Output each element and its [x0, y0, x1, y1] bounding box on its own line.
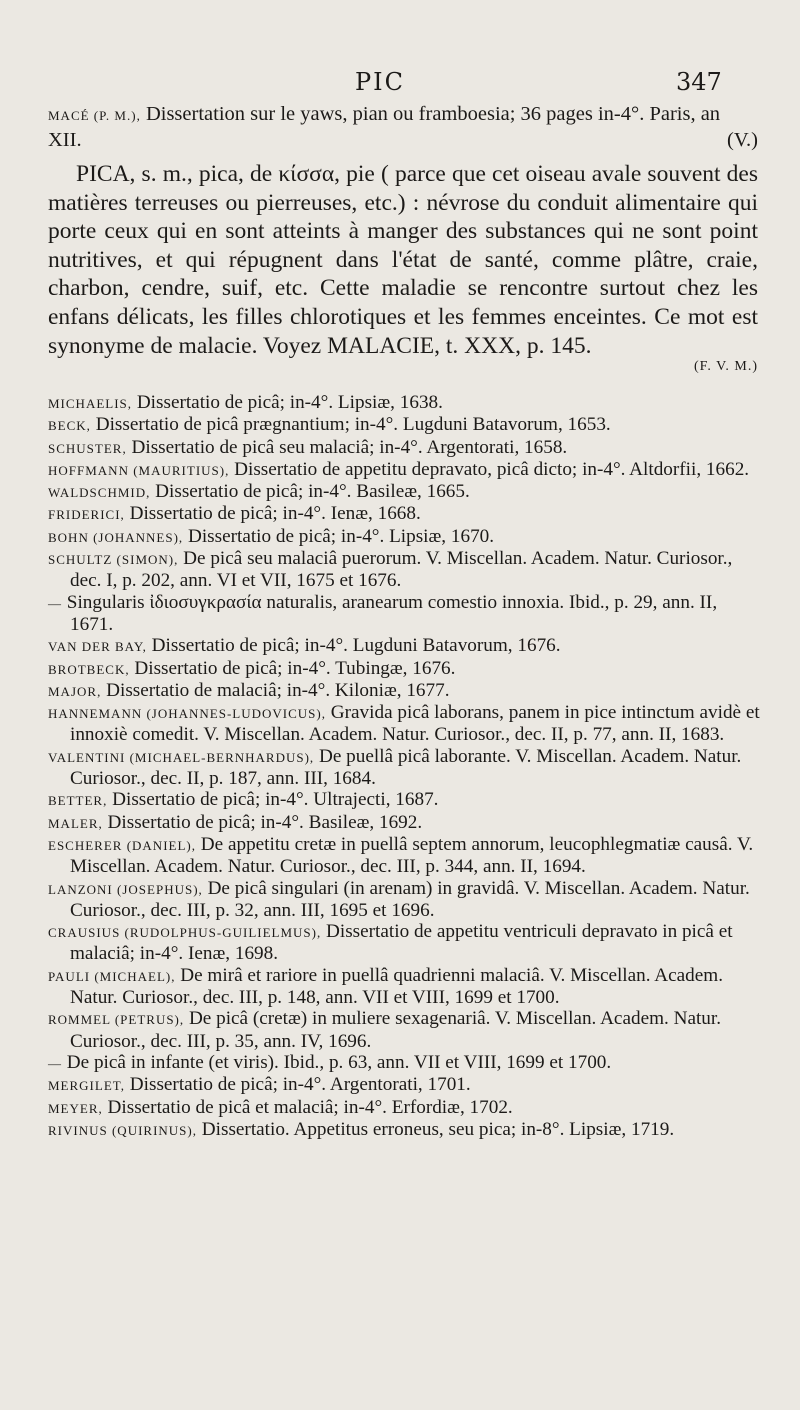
entry-text: Dissertatio de picâ et malaciâ; in-4°. Erfordiæ, 1702.	[102, 1096, 513, 1118]
entry-text: De picâ singulari (in arenam) in gravidâ. V. Miscellan. Academ. Natur. Curiosor., dec. III, p. 32, ann. III, 1695 et 1696.	[70, 877, 750, 921]
entry-text: Dissertatio. Appetitus erroneus, seu pica; in-8°. Lipsiæ, 1719.	[197, 1118, 675, 1140]
entry-author: LANZONI (JOSEPHUS),	[48, 881, 203, 897]
bibliography-entry	[48, 878, 760, 922]
entry-text: Dissertatio de picâ; in-4°. Ultrajecti, 1687.	[107, 789, 439, 811]
bibliography-entry	[48, 658, 760, 680]
entry-author: ESCHERER (DANIEL),	[48, 837, 196, 853]
bibliography-list	[48, 392, 760, 1141]
entry-author: VAN DER BAY,	[48, 639, 147, 655]
bibliography-entry	[48, 680, 760, 702]
entry-author: —	[48, 1055, 62, 1071]
bibliography-entry	[48, 548, 760, 592]
running-head	[0, 68, 800, 98]
bibliography-entry	[48, 392, 760, 414]
entry-author: BETTER,	[48, 793, 108, 809]
entry-author: SCHULTZ (SIMON),	[48, 552, 179, 568]
entry-text: Dissertatio de picâ; in-4°. Lipsiæ, 1670.	[183, 525, 495, 547]
bibliography-entry	[48, 746, 760, 790]
entry-text: Dissertation sur le yaws, pian ou framboesia; 36 pages in-4°. Paris, an XII.	[48, 103, 721, 151]
bibliography-entry	[48, 414, 760, 436]
entry-author: BECK,	[48, 418, 91, 434]
entry-text: Dissertatio de appetitu depravato, picâ dicto; in-4°. Altdorfii, 1662.	[229, 458, 750, 480]
entry-author: MACÉ (P. M.),	[48, 108, 141, 123]
bibliography-entry	[48, 526, 760, 548]
entry-author: —	[48, 595, 62, 611]
entry-text: Dissertatio de picâ seu malaciâ; in-4°. Argentorati, 1658.	[126, 436, 568, 458]
entry-author: MALER,	[48, 815, 103, 831]
entry-text: De puellâ picâ laborante. V. Miscellan. Academ. Natur. Curiosor., dec. II, p. 187, ann. III, 1684.	[70, 745, 742, 790]
bibliography-entry	[48, 789, 760, 811]
entry-author: MAJOR,	[48, 683, 102, 699]
bibliography-entry	[48, 1052, 760, 1074]
bibliography-entry	[48, 834, 760, 878]
bibliography-entry	[48, 1097, 760, 1119]
entry-author: SCHUSTER,	[48, 440, 127, 456]
entry-text: Dissertatio de picâ prægnantium; in-4°. Lugduni Batavorum, 1653.	[90, 414, 611, 436]
entry-text: Singularis ἰδιοσυγκρασία naturalis, aranearum comestio innoxia. Ibid., p. 29, ann. II, 1671.	[62, 591, 718, 635]
entry-text: De picâ in infante (et viris). Ibid., p. 63, ann. VII et VIII, 1699 et 1700.	[62, 1051, 612, 1073]
bibliography-entry	[48, 503, 760, 525]
entry-text: Dissertatio de appetitu ventriculi depravato in picâ et malaciâ; in-4°. Ienæ, 1698.	[70, 921, 733, 965]
bibliography-entry	[48, 459, 760, 481]
entry-text: Dissertatio de picâ; in-4°. Ienæ, 1668.	[124, 503, 421, 525]
entry-author: CRAUSIUS (RUDOLPHUS-GUILIELMUS),	[48, 925, 322, 941]
entry-author: RIVINUS (QUIRINUS),	[48, 1122, 197, 1138]
entry-author: HANNEMANN (JOHANNES-LUDOVICUS),	[48, 706, 326, 722]
entry-author: FRIDERICI,	[48, 507, 125, 523]
article-headword: PICA	[76, 161, 130, 187]
bibliography-entry	[48, 1074, 760, 1096]
entry-text: De picâ (cretæ) in muliere sexagenariâ. V. Miscellan. Academ. Natur. Curiosor., dec. III, p. 35, ann. IV, 1696.	[70, 1008, 722, 1052]
entry-author: ROMMEL (PETRUS),	[48, 1012, 185, 1028]
entry-text: Dissertatio de picâ; in-4°. Lipsiæ, 1638.	[132, 392, 443, 413]
bibliography-entry	[48, 965, 760, 1009]
bibliography-entry-mace	[48, 102, 758, 152]
entry-author: BOHN (JOHANNES),	[48, 529, 184, 545]
entry-text: De picâ seu malaciâ puerorum. V. Miscellan. Academ. Natur. Curiosor., dec. I, p. 202, ann. VI et VII, 1675 et 1676.	[70, 548, 733, 592]
entry-text: De mirâ et rariore in puellâ quadrienni malaciâ. V. Miscellan. Academ. Natur. Curiosor., dec. III, p. 148, ann. VII et VIII, 1699 et 1700.	[70, 964, 724, 1009]
bibliography-entry	[48, 1119, 760, 1141]
dictionary-article	[48, 160, 758, 376]
entry-author: MERGILET,	[48, 1078, 125, 1094]
entry-text: Gravida picâ laborans, panem in pice intinctum avidè et innoxiè comedit. V. Miscellan. Academ. Natur. Curiosor., dec. II, p. 77, ann. II, 1683.	[70, 702, 760, 746]
bibliography-entry	[48, 812, 760, 834]
entry-author: MICHAELIS,	[48, 396, 133, 411]
page-number: 347	[676, 68, 722, 96]
bibliography-entry	[48, 1008, 760, 1052]
entry-author: BROTBECK,	[48, 661, 130, 677]
entry-text: Dissertatio de picâ; in-4°. Basileæ, 1692.	[102, 811, 423, 833]
bibliography-entry	[48, 921, 760, 965]
entry-author: MEYER,	[48, 1100, 103, 1116]
entry-text: Dissertatio de picâ; in-4°. Argentorati, 1701.	[125, 1074, 471, 1096]
entry-text: Dissertatio de malaciâ; in-4°. Kiloniæ, 1677.	[101, 679, 450, 701]
entry-author: WALDSCHMID,	[48, 485, 151, 501]
entry-text: Dissertatio de picâ; in-4°. Basileæ, 1665.	[150, 481, 470, 503]
bibliography-entry	[48, 635, 760, 657]
entry-text: Dissertatio de picâ; in-4°. Tubingæ, 1676.	[129, 657, 456, 679]
entry-text: Dissertatio de picâ; in-4°. Lugduni Batavorum, 1676.	[146, 635, 561, 657]
article-signature: (F. V. M.)	[694, 359, 758, 375]
bibliography-entry	[48, 481, 760, 503]
bibliography-entry	[48, 592, 760, 636]
article-text: , s. m., pica, de κίσσα, pie ( parce que cet oiseau avale souvent des matières terreuses ou pierreuses, etc.) : névrose du conduit alimentaire qui porte ceux qui en sont atteints à manger des substances qui ne sont point nutritives, et qui répugnent dans l'état de santé, comme plâtre, craie, charbon, cendre, suif, etc. Cette maladie se rencontre surtout chez les enfans délicats, les filles chlorotiques et les femmes enceintes. Ce mot est synonyme de malacie. Voyez MALACIE, t. XXX, p. 145.	[48, 161, 758, 359]
page-header-title: PIC	[355, 68, 405, 96]
bibliography-entry	[48, 437, 760, 459]
entry-signature: (V.)	[727, 129, 758, 151]
entry-author: HOFFMANN (MAURITIUS),	[48, 462, 230, 478]
entry-text: De appetitu cretæ in puellâ septem annorum, leucophlegmatiæ causâ. V. Miscellan. Academ. Natur. Curiosor., dec. III, p. 344, ann. II, 1694.	[70, 833, 754, 878]
entry-author: PAULI (MICHAEL),	[48, 968, 176, 984]
entry-author: VALENTINI (MICHAEL-BERNHARDUS),	[48, 749, 315, 765]
bibliography-entry	[48, 702, 760, 746]
